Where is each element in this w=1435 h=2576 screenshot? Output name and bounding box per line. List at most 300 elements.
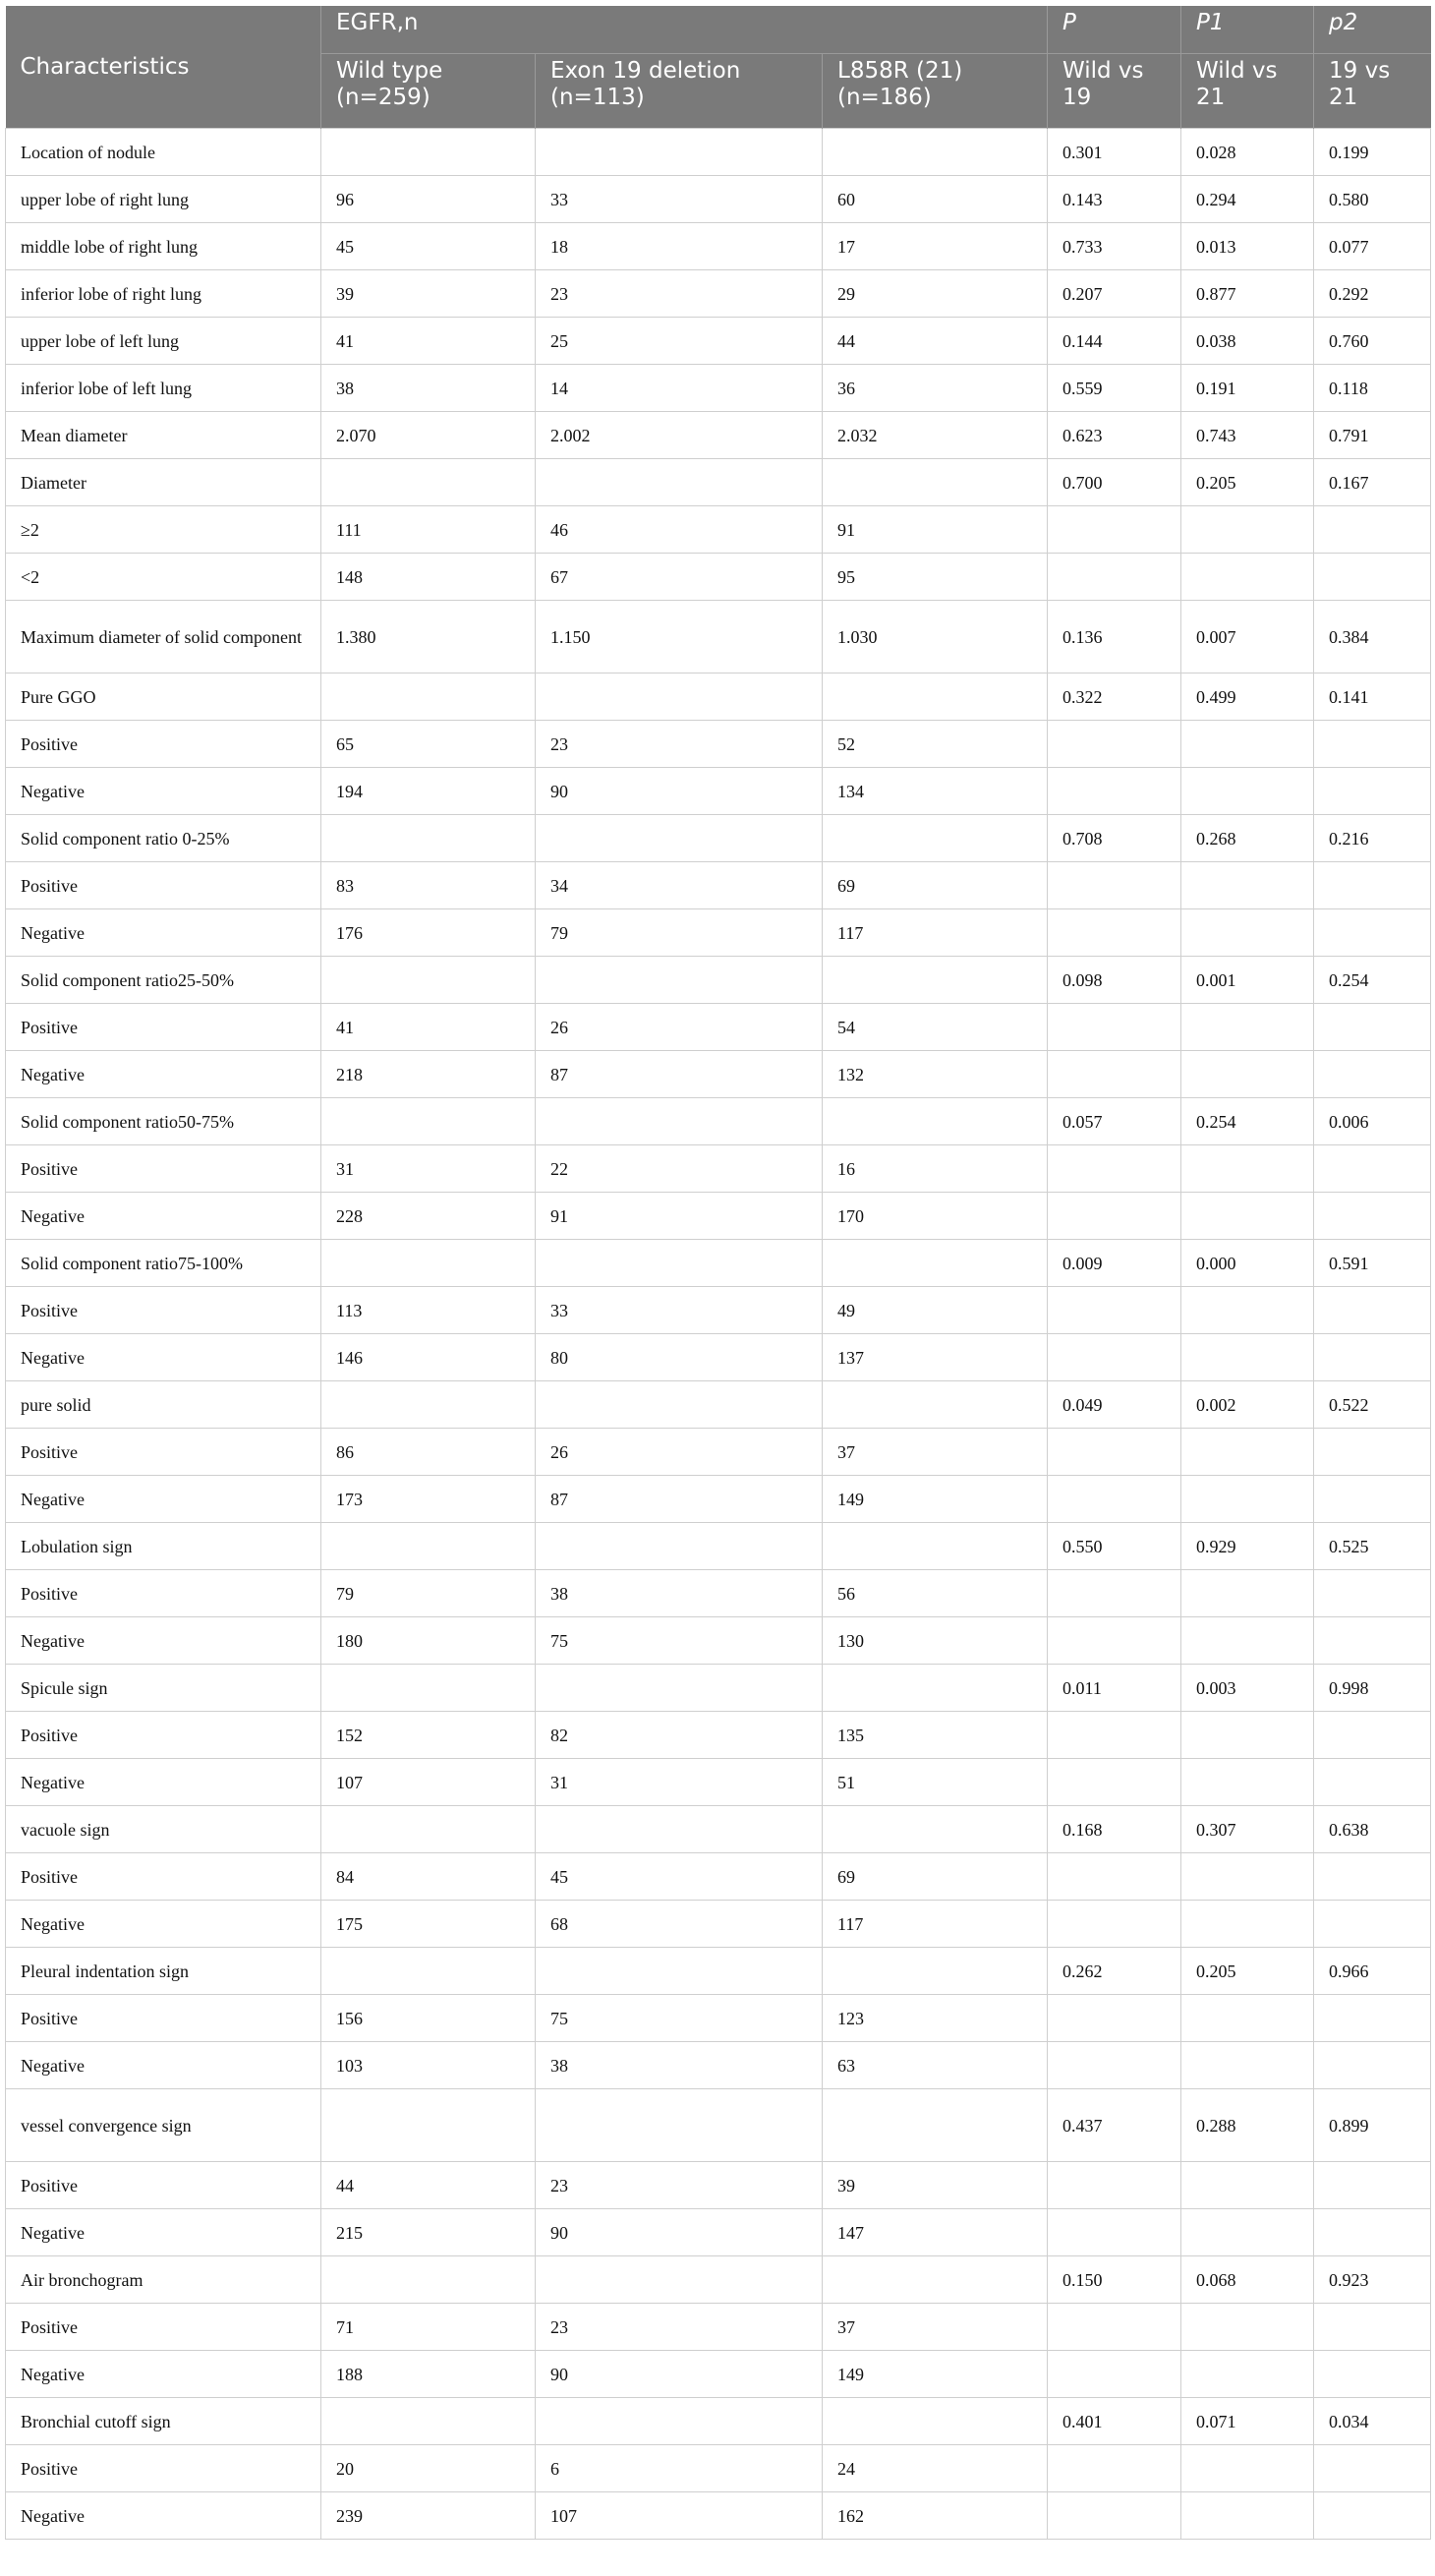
cell-characteristic: ≥2 [6,506,321,554]
cell-p1: 0.007 [1181,601,1314,673]
cell-l858r: 137 [823,1334,1048,1381]
cell-characteristic: upper lobe of right lung [6,176,321,223]
cell-p2: 0.638 [1314,1806,1431,1853]
cell-l858r [823,129,1048,176]
cell-l858r [823,1523,1048,1570]
cell-p2 [1314,768,1431,815]
cell-p [1048,2042,1181,2089]
cell-l858r: 117 [823,1901,1048,1948]
table-row [6,1759,1431,1806]
cell-wild-type: 41 [321,1004,536,1051]
cell-p2 [1314,2492,1431,2540]
table-row [6,1901,1431,1948]
cell-exon19 [536,1098,823,1145]
cell-characteristic: Negative [6,2492,321,2540]
cell-exon19: 75 [536,1617,823,1665]
header-p1-label: P1 [1196,10,1225,35]
cell-p1 [1181,1193,1314,1240]
cell-l858r: 162 [823,2492,1048,2540]
cell-wild-type: 41 [321,318,536,365]
cell-p1: 0.205 [1181,459,1314,506]
cell-p1 [1181,1429,1314,1476]
cell-l858r [823,1240,1048,1287]
cell-p1 [1181,1476,1314,1523]
cell-l858r [823,2089,1048,2162]
table-row [6,176,1431,223]
cell-wild-type [321,459,536,506]
cell-p [1048,554,1181,601]
cell-p1: 0.002 [1181,1381,1314,1429]
cell-p2: 0.998 [1314,1665,1431,1712]
cell-l858r [823,459,1048,506]
table-row [6,129,1431,176]
cell-wild-type [321,1806,536,1853]
cell-exon19: 6 [536,2445,823,2492]
cell-p [1048,1759,1181,1806]
cell-p [1048,1570,1181,1617]
table-row [6,1617,1431,1665]
cell-p: 0.559 [1048,365,1181,412]
cell-wild-type [321,1240,536,1287]
cell-p1 [1181,1901,1314,1948]
cell-l858r: 37 [823,2304,1048,2351]
cell-p [1048,1287,1181,1334]
cell-p2 [1314,1476,1431,1523]
cell-p1 [1181,721,1314,768]
cell-p2 [1314,1712,1431,1759]
cell-exon19: 22 [536,1145,823,1193]
cell-p2 [1314,1853,1431,1901]
table-row [6,1334,1431,1381]
table-row [6,223,1431,270]
cell-l858r [823,815,1048,862]
table-row [6,365,1431,412]
cell-p: 0.550 [1048,1523,1181,1570]
cell-p2: 0.199 [1314,129,1431,176]
cell-exon19: 23 [536,721,823,768]
cell-exon19: 80 [536,1334,823,1381]
cell-l858r: 49 [823,1287,1048,1334]
cell-characteristic: Negative [6,1193,321,1240]
cell-p1 [1181,2492,1314,2540]
cell-wild-type: 86 [321,1429,536,1476]
cell-p1: 0.001 [1181,957,1314,1004]
table-row [6,1853,1431,1901]
cell-p2: 0.118 [1314,365,1431,412]
cell-wild-type [321,1948,536,1995]
cell-wild-type: 71 [321,2304,536,2351]
cell-characteristic: Negative [6,2209,321,2256]
cell-l858r [823,957,1048,1004]
cell-exon19: 18 [536,223,823,270]
cell-p2: 0.591 [1314,1240,1431,1287]
cell-p2: 0.141 [1314,673,1431,721]
table-row [6,1948,1431,1995]
cell-wild-type: 31 [321,1145,536,1193]
table-row [6,1381,1431,1429]
table-row [6,2398,1431,2445]
cell-p1 [1181,1145,1314,1193]
table-row [6,1429,1431,1476]
cell-p [1048,768,1181,815]
cell-characteristic: upper lobe of left lung [6,318,321,365]
cell-p [1048,2162,1181,2209]
cell-exon19: 90 [536,2209,823,2256]
cell-exon19: 1.150 [536,601,823,673]
cell-characteristic: inferior lobe of left lung [6,365,321,412]
cell-wild-type: 84 [321,1853,536,1901]
table-row [6,1004,1431,1051]
cell-wild-type: 1.380 [321,601,536,673]
cell-p2: 0.384 [1314,601,1431,673]
cell-p: 0.143 [1048,176,1181,223]
cell-p2: 0.522 [1314,1381,1431,1429]
cell-l858r [823,1806,1048,1853]
cell-p1 [1181,1051,1314,1098]
cell-l858r: 63 [823,2042,1048,2089]
cell-wild-type: 239 [321,2492,536,2540]
cell-l858r: 52 [823,721,1048,768]
header-exon19: Exon 19 deletion (n=113) [536,54,823,129]
cell-p [1048,1145,1181,1193]
cell-p1: 0.254 [1181,1098,1314,1145]
cell-p1: 0.877 [1181,270,1314,318]
table-row [6,815,1431,862]
table-row [6,506,1431,554]
cell-characteristic: Positive [6,2445,321,2492]
cell-p2 [1314,1429,1431,1476]
cell-exon19 [536,2256,823,2304]
table-row [6,2256,1431,2304]
table-row [6,412,1431,459]
cell-characteristic: Negative [6,1617,321,1665]
table-row [6,721,1431,768]
cell-p1 [1181,1759,1314,1806]
cell-exon19: 26 [536,1429,823,1476]
cell-exon19: 90 [536,768,823,815]
cell-wild-type: 180 [321,1617,536,1665]
table-row [6,1995,1431,2042]
cell-p1 [1181,1995,1314,2042]
cell-p [1048,1334,1181,1381]
cell-exon19 [536,459,823,506]
cell-p1 [1181,1287,1314,1334]
cell-p2: 0.254 [1314,957,1431,1004]
table-row [6,1240,1431,1287]
egfr-characteristics-table [5,6,1431,2540]
cell-p [1048,1853,1181,1901]
cell-p2 [1314,1570,1431,1617]
table-row [6,1712,1431,1759]
cell-p1: 0.307 [1181,1806,1314,1853]
header-characteristics: Characteristics [6,6,321,129]
cell-wild-type: 39 [321,270,536,318]
cell-exon19: 33 [536,1287,823,1334]
cell-characteristic: Pleural indentation sign [6,1948,321,1995]
cell-p1: 0.288 [1181,2089,1314,2162]
cell-l858r: 1.030 [823,601,1048,673]
table-row [6,862,1431,909]
cell-wild-type: 176 [321,909,536,957]
cell-exon19: 31 [536,1759,823,1806]
cell-wild-type: 103 [321,2042,536,2089]
header-wild-type: Wild type (n=259) [321,54,536,129]
cell-p: 0.700 [1048,459,1181,506]
cell-p: 0.011 [1048,1665,1181,1712]
cell-exon19: 68 [536,1901,823,1948]
cell-l858r: 51 [823,1759,1048,1806]
cell-exon19: 34 [536,862,823,909]
cell-p: 0.437 [1048,2089,1181,2162]
cell-exon19: 25 [536,318,823,365]
cell-wild-type: 107 [321,1759,536,1806]
cell-characteristic: Positive [6,862,321,909]
cell-p2: 0.966 [1314,1948,1431,1995]
cell-wild-type: 194 [321,768,536,815]
cell-characteristic: vessel convergence sign [6,2089,321,2162]
cell-wild-type [321,1098,536,1145]
cell-p1 [1181,1712,1314,1759]
cell-characteristic: Positive [6,1570,321,1617]
cell-l858r [823,1665,1048,1712]
cell-wild-type [321,815,536,862]
cell-characteristic: Positive [6,2304,321,2351]
table-row [6,909,1431,957]
cell-characteristic: Negative [6,1476,321,1523]
cell-exon19: 23 [536,2304,823,2351]
cell-p1: 0.205 [1181,1948,1314,1995]
cell-exon19 [536,1381,823,1429]
cell-p2 [1314,1334,1431,1381]
cell-p2: 0.525 [1314,1523,1431,1570]
cell-exon19: 38 [536,2042,823,2089]
cell-p1: 0.929 [1181,1523,1314,1570]
cell-wild-type: 2.070 [321,412,536,459]
cell-p2 [1314,1051,1431,1098]
cell-p1 [1181,909,1314,957]
table-row [6,318,1431,365]
table-row [6,1051,1431,1098]
cell-p2 [1314,862,1431,909]
table-row [6,1665,1431,1712]
cell-characteristic: Negative [6,2042,321,2089]
cell-p2: 0.760 [1314,318,1431,365]
cell-p2: 0.292 [1314,270,1431,318]
cell-p1 [1181,1617,1314,1665]
cell-p1: 0.268 [1181,815,1314,862]
cell-characteristic: inferior lobe of right lung [6,270,321,318]
cell-exon19 [536,673,823,721]
cell-wild-type [321,1665,536,1712]
cell-l858r: 60 [823,176,1048,223]
cell-l858r: 117 [823,909,1048,957]
cell-p [1048,1995,1181,2042]
cell-p2: 0.216 [1314,815,1431,862]
cell-p [1048,909,1181,957]
cell-wild-type: 44 [321,2162,536,2209]
cell-exon19: 33 [536,176,823,223]
cell-p1 [1181,1570,1314,1617]
cell-characteristic: Solid component ratio75-100% [6,1240,321,1287]
cell-wild-type: 113 [321,1287,536,1334]
cell-p: 0.301 [1048,129,1181,176]
cell-p: 0.098 [1048,957,1181,1004]
cell-exon19: 91 [536,1193,823,1240]
cell-p1: 0.071 [1181,2398,1314,2445]
cell-l858r: 170 [823,1193,1048,1240]
cell-characteristic: vacuole sign [6,1806,321,1853]
cell-wild-type [321,673,536,721]
cell-p: 0.623 [1048,412,1181,459]
cell-p1 [1181,862,1314,909]
cell-p2: 0.923 [1314,2256,1431,2304]
cell-p1 [1181,2304,1314,2351]
cell-p2: 0.580 [1314,176,1431,223]
cell-p2 [1314,2042,1431,2089]
cell-l858r: 95 [823,554,1048,601]
cell-exon19: 67 [536,554,823,601]
cell-wild-type: 45 [321,223,536,270]
cell-p [1048,2492,1181,2540]
cell-exon19: 79 [536,909,823,957]
cell-p1 [1181,2351,1314,2398]
cell-l858r: 149 [823,1476,1048,1523]
cell-characteristic: Positive [6,1853,321,1901]
cell-l858r: 134 [823,768,1048,815]
cell-p [1048,506,1181,554]
cell-exon19: 82 [536,1712,823,1759]
cell-p2 [1314,2304,1431,2351]
cell-p1: 0.191 [1181,365,1314,412]
header-p1-sub: Wild vs 21 [1181,54,1314,129]
cell-characteristic: Spicule sign [6,1665,321,1712]
cell-wild-type [321,2256,536,2304]
cell-characteristic: Negative [6,1759,321,1806]
cell-characteristic: Negative [6,1901,321,1948]
cell-l858r: 69 [823,1853,1048,1901]
cell-p [1048,2304,1181,2351]
cell-characteristic: <2 [6,554,321,601]
cell-wild-type: 148 [321,554,536,601]
cell-p [1048,1051,1181,1098]
cell-p2 [1314,1004,1431,1051]
table-row [6,1570,1431,1617]
cell-characteristic: Lobulation sign [6,1523,321,1570]
header-l858r: L858R (21) (n=186) [823,54,1048,129]
cell-p [1048,1193,1181,1240]
cell-p2 [1314,1287,1431,1334]
cell-characteristic: Solid component ratio50-75% [6,1098,321,1145]
cell-p1 [1181,768,1314,815]
header-p2-sub: 19 vs 21 [1314,54,1431,129]
cell-characteristic: Maximum diameter of solid component [6,601,321,673]
cell-exon19 [536,957,823,1004]
cell-wild-type [321,1381,536,1429]
data-table-container [5,6,1430,2540]
cell-p: 0.168 [1048,1806,1181,1853]
cell-exon19: 26 [536,1004,823,1051]
cell-p [1048,1617,1181,1665]
cell-characteristic: Positive [6,1004,321,1051]
table-row [6,2304,1431,2351]
cell-p1: 0.013 [1181,223,1314,270]
cell-p [1048,1901,1181,1948]
cell-p [1048,2209,1181,2256]
cell-p2 [1314,1995,1431,2042]
table-row [6,1193,1431,1240]
cell-characteristic: Negative [6,2351,321,2398]
cell-wild-type: 215 [321,2209,536,2256]
cell-l858r [823,1948,1048,1995]
cell-wild-type: 152 [321,1712,536,1759]
cell-p1 [1181,2042,1314,2089]
cell-exon19: 45 [536,1853,823,1901]
cell-p [1048,1429,1181,1476]
cell-p2: 0.899 [1314,2089,1431,2162]
cell-wild-type [321,2089,536,2162]
cell-characteristic: Location of nodule [6,129,321,176]
cell-p [1048,2351,1181,2398]
table-row [6,2209,1431,2256]
cell-p2 [1314,554,1431,601]
table-row [6,673,1431,721]
cell-wild-type [321,957,536,1004]
cell-p1 [1181,2445,1314,2492]
cell-p1: 0.068 [1181,2256,1314,2304]
cell-p1 [1181,2162,1314,2209]
cell-wild-type: 111 [321,506,536,554]
cell-p2 [1314,2445,1431,2492]
cell-p: 0.733 [1048,223,1181,270]
cell-p1: 0.028 [1181,129,1314,176]
cell-exon19: 90 [536,2351,823,2398]
cell-l858r: 69 [823,862,1048,909]
cell-exon19: 107 [536,2492,823,2540]
cell-wild-type: 173 [321,1476,536,1523]
cell-p1 [1181,1853,1314,1901]
cell-l858r: 54 [823,1004,1048,1051]
table-row [6,957,1431,1004]
table-row [6,1287,1431,1334]
table-row [6,2089,1431,2162]
cell-characteristic: Negative [6,909,321,957]
cell-exon19: 87 [536,1476,823,1523]
cell-wild-type [321,2398,536,2445]
cell-p1 [1181,506,1314,554]
cell-characteristic: Positive [6,2162,321,2209]
cell-p: 0.144 [1048,318,1181,365]
cell-p2 [1314,2162,1431,2209]
header-p-label: P [1062,10,1076,35]
cell-l858r: 123 [823,1995,1048,2042]
cell-characteristic: Bronchial cutoff sign [6,2398,321,2445]
table-row [6,1098,1431,1145]
cell-exon19 [536,1523,823,1570]
cell-wild-type: 83 [321,862,536,909]
cell-exon19 [536,129,823,176]
cell-p2 [1314,1759,1431,1806]
cell-characteristic: middle lobe of right lung [6,223,321,270]
table-row [6,2162,1431,2209]
cell-exon19: 46 [536,506,823,554]
cell-characteristic: Solid component ratio25-50% [6,957,321,1004]
cell-p: 0.708 [1048,815,1181,862]
cell-wild-type: 20 [321,2445,536,2492]
cell-p1: 0.003 [1181,1665,1314,1712]
cell-p: 0.057 [1048,1098,1181,1145]
cell-l858r: 29 [823,270,1048,318]
cell-l858r [823,673,1048,721]
